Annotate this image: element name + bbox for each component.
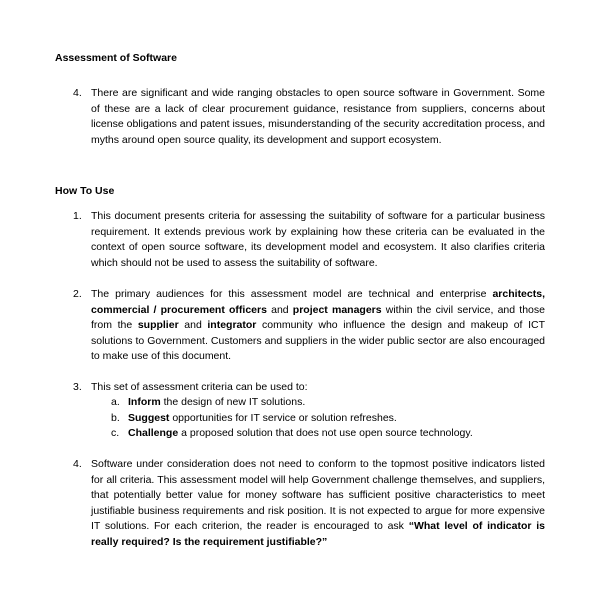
item-text [91,287,545,365]
text-run: opportunities for IT service or solution refreshes. [169,412,397,424]
list-item-how-to-use-4 [73,457,545,551]
list-item-how-to-use-3 [73,380,545,396]
text-run: the design of new IT solutions. [160,396,306,408]
sub-item-a [111,395,551,411]
bold-run: supplier [137,319,179,332]
item-number: 3. [73,381,82,393]
list-item-assessment-4 [73,86,545,148]
sub-item-text [128,395,551,411]
bold-run: project managers [292,303,382,316]
sub-item-label: a. [111,396,120,408]
text-run: and [266,303,293,316]
sub-item-b [111,411,551,427]
sub-item-c [111,426,551,442]
text-run: within the civil service, and those from the [91,303,545,332]
bold-run: “What level of indicator is really required? Is the requirement justifiable?” [91,520,545,548]
item-text [91,457,545,551]
item-number: 2. [73,288,82,300]
item-number: 4. [73,87,82,99]
text-run: a proposed solution that does not use open source technology. [178,427,473,439]
text-run: community who influence the design and makeup of ICT solutions to Government. Customers and suppliers in the wider public sector are also encouraged to make use of this document. [91,319,545,363]
item-text: This document presents criteria for assessing the suitability of software for a particular business requirement. It extends previous work by explaining how these criteria can be evaluated in the context of open source software, its development model and ecosystem. It also clarifies criteria which should not be used to assess the suitability of software. [91,210,545,269]
bold-run: Challenge [128,427,179,439]
item-number: 4. [73,458,82,470]
bold-run: integrator [207,319,257,332]
item-text: There are significant and wide ranging obstacles to open source software in Government. Some of these are a lack of clear procurement guidance, resistance from suppliers, concerns about license obligations and patent issues, misunderstanding of the security accreditation process, and myths around open source quality, its development and support ecosystem. [91,87,545,146]
heading-how-to-use: How To Use [55,185,115,197]
text-run: and [178,319,208,332]
bold-run: architects, commercial / procurement officers [91,288,545,316]
item-text: This set of assessment criteria can be used to: [91,381,308,393]
bold-run: Inform [128,396,161,408]
sub-item-text [128,411,551,427]
list-item-how-to-use-2 [73,287,545,365]
sub-item-label: b. [111,412,120,424]
text-run: The primary audiences for this assessment model are technical and enterprise [91,288,493,300]
item-number: 1. [73,210,82,222]
bold-run: Suggest [128,412,170,424]
text-run: Software under consideration does not need to conform to the topmost positive indicators listed for all criteria. This assessment model will help Government challenge themselves, and suppliers, that potentially better value for money software has sufficient positive characteristics to meet justifiable business requirements and risk position. It is not expected to argue for more expensive IT solutions. For each criterion, the reader is encouraged to ask [91,458,545,533]
sub-item-label: c. [111,427,120,439]
list-item-how-to-use-1 [73,209,545,271]
sub-item-text [128,426,551,442]
heading-assessment-of-software: Assessment of Software [55,52,177,64]
